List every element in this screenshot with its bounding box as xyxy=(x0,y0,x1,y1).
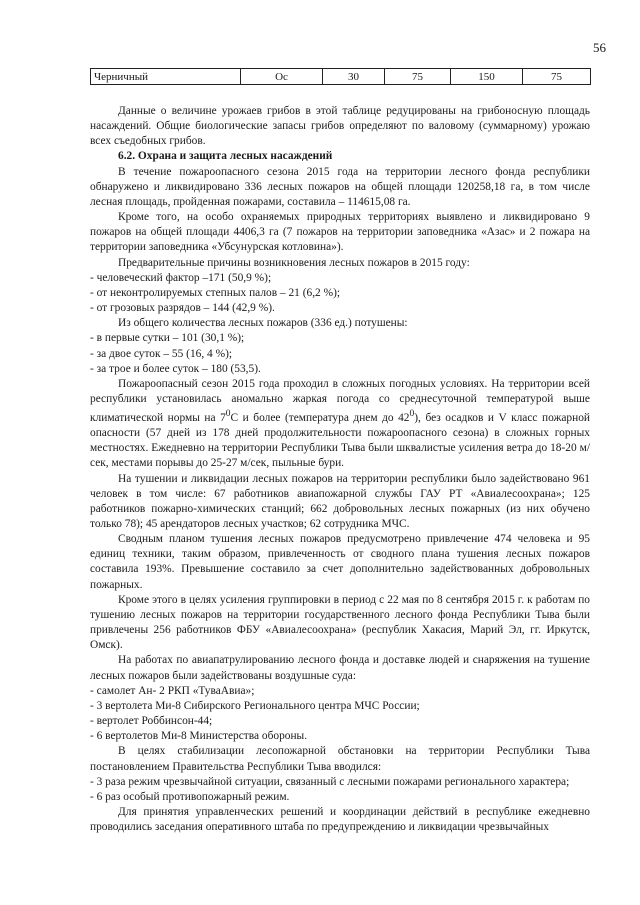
table-cell-species: Ос xyxy=(241,69,323,85)
text-run: ), без осадков и V класс пожарной опасности (57 дней из 178 дней продолжительности пожароопасного сезона) в сложных горных местностях. Ежедневно на территории Республики Тыва были шквалистые усиления ветра до 18-20 м/сек, местами порывы до 25-27 м/сек, пыльные бури. xyxy=(90,411,591,470)
list-item: - в первые сутки – 101 (30,1 %); xyxy=(90,332,245,345)
paragraph: Сводным планом тушения лесных пожаров предусмотрено привлечение 474 человека и 95 единиц техники, таким образом, привлеченность от сводного плана тушения лесных пожаров составила 193%. Превышение составило за счет дополнительно задействованных добровольных пожарных. xyxy=(90,533,590,591)
paragraph-weather xyxy=(90,377,590,472)
list-item: - 6 вертолетов Ми-8 Министерства обороны. xyxy=(90,730,308,743)
list-item: - за двое суток – 55 (16, 4 %); xyxy=(90,347,233,360)
list-item: - от неконтролируемых степных палов – 21 (6,2 %); xyxy=(90,286,341,299)
table-cell-value: 75 xyxy=(523,69,591,85)
paragraph: Кроме этого в целях усиления группировки в период с 22 мая по 8 сентября 2015 г. к работам по тушению лесных пожаров на территории государственного лесного фонда Республики Тыва были привлечены 256 работников ФБУ «Авиалесоохрана» (республик Хакасия, Марий Эл, гг. Иркутск, Омск). xyxy=(90,593,590,652)
table-cell-value: 75 xyxy=(385,69,451,85)
list-item: - самолет Ан- 2 РКП «ТуваАвиа»; xyxy=(90,684,255,697)
table-cell-value: 30 xyxy=(323,69,385,85)
list-item: - 6 раз особый противопожарный режим. xyxy=(90,790,290,803)
table-cell-forest-type: Черничный xyxy=(91,69,241,85)
paragraph: На тушении и ликвидации лесных пожаров на территории республики было задействовано 961 человек в том числе: 67 работников авиапожарной службы ГАУ РТ «Авиалесоохрана»; 125 работников пожарно-химических станций; 662 добровольных лесных пожарных (из них обучено только 78); 45 арендаторов лесных участков; 62 сотрудника МЧС. xyxy=(90,472,590,531)
list-item: - 3 раза режим чрезвычайной ситуации, связанный с лесными пожарами регионального характера; xyxy=(90,775,570,788)
list-item: - от грозовых разрядов – 144 (42,9 %). xyxy=(90,302,275,315)
paragraph: Данные о величине урожаев грибов в этой таблице редуцированы на грибоносную площадь насаждений. Общие биологические запасы грибов определяют по валовому (суммарному) урожаю всех съедобных грибов. xyxy=(90,105,590,148)
superscript: 0 xyxy=(225,409,231,420)
table-cell-value: 150 xyxy=(451,69,523,85)
list-item: - за трое и более суток – 180 (53,5). xyxy=(90,362,261,375)
page-number: 56 xyxy=(593,40,606,55)
text-run: Пожароопасный сезон 2015 года проходил в сложных погодных условиях. На территории всей республики установилась аномально жаркая погода со среднесуточной температурой выше климатической нормы на 7 xyxy=(90,377,590,424)
paragraph: Из общего количества лесных пожаров (336 ед.) потушены: xyxy=(118,317,408,330)
section-heading: 6.2. Охрана и защита лесных насаждений xyxy=(118,150,333,163)
paragraph: В целях стабилизации лесопожарной обстановки на территории Республики Тыва постановлением Правительства Республики Тыва вводился: xyxy=(90,745,590,773)
paragraph: Для принятия управленческих решений и координации действий в республике ежедневно проводились заседания оперативного штаба по предупреждению и ликвидации чрезвычайных xyxy=(90,805,590,834)
list-item: - вертолет Роббинсон-44; xyxy=(90,715,213,728)
mushroom-yield-table xyxy=(90,68,591,85)
paragraph: В течение пожароопасного сезона 2015 года на территории лесного фонда республики обнаружено и ликвидировано 336 лесных пожаров на общей площади 120258,18 га, в том числе лесная площадь, пройденная пожарами, составила – 114615,08 га. xyxy=(90,165,590,208)
list-item: - человеческий фактор –171 (50,9 %); xyxy=(90,271,272,284)
document-body xyxy=(90,104,590,835)
paragraph: Кроме того, на особо охраняемых природных территориях выявлено и ликвидировано 9 пожаров на общей площади 4406,3 га (7 пожаров на территории заповедника «Азас» и 2 пожара на территории заповедника «Убсунурская котловина»). xyxy=(90,211,590,254)
superscript: 0 xyxy=(409,409,415,420)
paragraph: На работах по авиапатрулированию лесного фонда и доставке людей и снаряжения на тушение лесных пожаров были задействованы воздушные суда: xyxy=(90,654,590,682)
list-item: - 3 вертолета Ми-8 Сибирского Регионального центра МЧС России; xyxy=(90,699,420,712)
table-row xyxy=(91,69,591,85)
text-run: С и более (температура днем до 42 xyxy=(230,411,410,424)
paragraph: Предварительные причины возникновения лесных пожаров в 2015 году: xyxy=(118,256,470,269)
